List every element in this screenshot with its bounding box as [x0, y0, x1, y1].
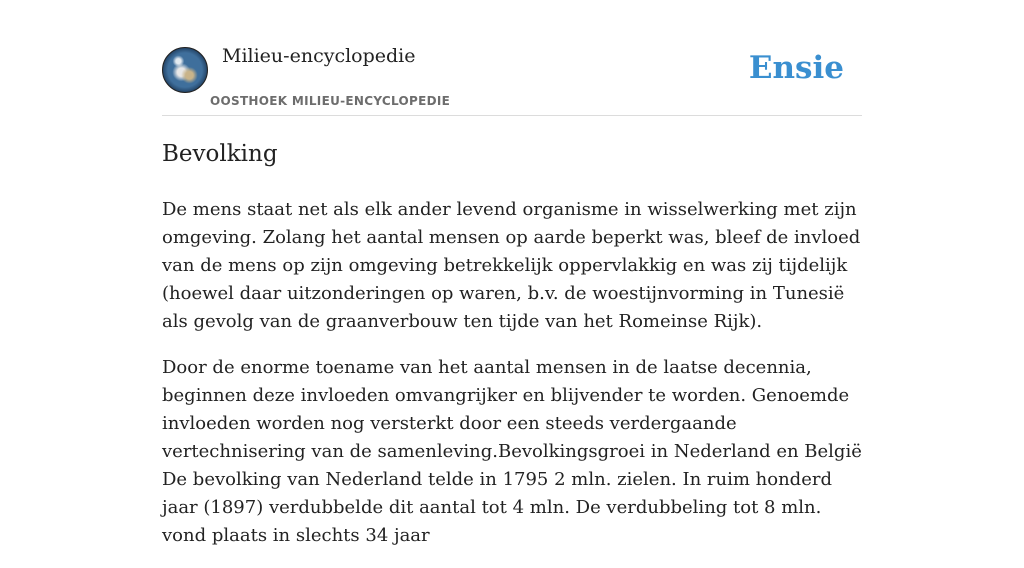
article-title: Bevolking: [162, 141, 278, 167]
article: [162, 138, 862, 568]
ensie-brand-logo[interactable]: Ensie: [748, 50, 844, 86]
site-header: [162, 40, 862, 116]
site-title[interactable]: Milieu-encyclopedie: [222, 45, 416, 67]
article-paragraph-1: De mens staat net als elk ander levend organisme in wisselwerking met zijn omgeving. Zolang het aantal mensen op aarde beperkt was, bleef de invloed van de mens op zijn omgeving betrekkelijk oppervlakkig en was zij tijdelijk (hoewel daar uitzonderingen op waren, b.v. de woestijnvorming in Tunesië als gevolg van de graanverbouw ten tijde van het Romeinse Rijk).: [162, 199, 861, 332]
earth-globe-icon[interactable]: [162, 47, 208, 93]
article-paragraph-2: Door de enorme toename van het aantal mensen in de laatse decennia, beginnen deze invloeden omvangrijker en blijvender te worden. Genoemde invloeden worden nog versterkt door een steeds verdergaande vertechnisering van de samenleving.Bevolkingsgroei in Nederland en België De bevolking van Nederland telde in 1795 2 mln. zielen. In ruim honderd jaar (1897) verdubbelde dit aantal tot 4 mln. De verdubbeling tot 8 mln. vond plaats in slechts 34 jaar: [162, 357, 862, 546]
site-subtitle: OOSTHOEK MILIEU-ENCYCLOPEDIE: [210, 94, 451, 108]
